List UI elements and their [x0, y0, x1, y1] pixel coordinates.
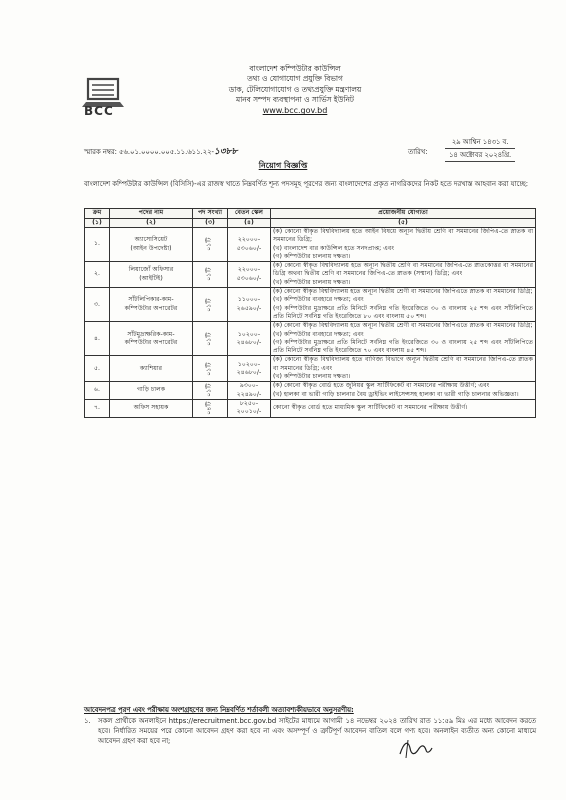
condition-text: সকল প্রার্থীকে অনলাইনে https://erecruitment.bcc.gov.bd সাইটের মাধ্যমে আগামী ১৪ নভেম্বর ২০২৪ তারিখ রাত ১১:৫৯ মিঃ এর মধ্যে আবেদন করতে হবে। নির্ধারিত সময়ের পরে কোনো আবেদন গ্রহণ করা হবে না এবং অসম্পূর্ণ ও ত্রুটিপূর্ণ আবেদন বাতিল বলে গণ্য হবে। অনলাইন ব্যতীত অন্য কোনো মাধ্যমে আবেদন গ্রহণ করা হবে না;	[98, 717, 536, 745]
post-line: (আইন উপদেষ্টা)	[130, 244, 172, 252]
letterhead	[180, 64, 410, 116]
cell-pay-scale	[228, 288, 271, 322]
req-line: (খ) কম্পিউটার চালনায় দক্ষতা।	[273, 373, 351, 381]
pay-line: ২২০০০-	[237, 236, 261, 244]
cell-post	[110, 356, 193, 382]
pay-line: ২২৪৯০/-	[236, 390, 262, 398]
cell-serial: ৬.	[85, 382, 110, 400]
quantity-text: ০১টি	[205, 384, 213, 398]
division-name: তথ্য ও যোগাযোগ প্রযুক্তি বিভাগ	[247, 74, 343, 84]
req-line: (খ) হালকা বা ভারী গাড়ি চালনার বৈধ ড্রাইভিং লাইসেন্সসহ হালকা বা ভারী গাড়ি চালনার অভিজ্ঞতা।	[273, 390, 519, 398]
pay-line: ২৬৫৯০/-	[236, 304, 262, 312]
date-block	[445, 136, 515, 162]
cell-qualification	[271, 322, 536, 356]
condition-item	[84, 716, 536, 746]
pay-line: ২০০১০/-	[236, 408, 262, 416]
req-line: (ক) কোনো স্বীকৃত বিশ্ববিদ্যালয় হতে আইন বিষয়ে অন্যূন দ্বিতীয় শ্রেণি বা সমমানের জিপিএ-তে স্নাতক বা সমমানের ডিগ্রি;	[273, 228, 533, 244]
cell-pay-scale	[228, 356, 271, 382]
cell-pay-scale	[228, 228, 271, 262]
cell-post	[110, 288, 193, 322]
cell-post	[110, 262, 193, 288]
quantity-text: ০১টি	[205, 298, 213, 312]
pay-line: ১০২০০-	[237, 330, 261, 338]
pay-line: ২২০০০-	[237, 266, 261, 274]
colnum-1: (১)	[85, 218, 110, 228]
header-pay-scale: বেতন স্কেল	[228, 209, 271, 219]
cell-pay-scale	[228, 322, 271, 356]
cell-pay-scale	[228, 262, 271, 288]
post-line: কম্পিউটার অপারেটর	[124, 304, 178, 312]
cell-quantity	[193, 288, 228, 322]
condition-number: ১.	[84, 717, 91, 725]
req-line: (ক) কোনো স্বীকৃত বিশ্ববিদ্যালয় হতে অন্যূন দ্বিতীয় শ্রেণী বা সমমানের জিপিএতে স্নাতক বা সমমানের ডিগ্রি;	[273, 288, 533, 296]
post-line: অ্যাসোসিয়েট	[134, 236, 168, 244]
cell-quantity	[193, 262, 228, 288]
cell-pay-scale	[228, 399, 271, 417]
quantity-text: ০১টি	[205, 268, 213, 282]
req-line: (গ) কম্পিউটার মুদ্রাক্ষরে প্রতি মিনিটে সর্বনিম্ন গতি ইংরেজিতে ৩০ ও বাংলায় ২৫ শব্দ এবং সাঁটলিপিতে প্রতি মিনিটে সর্বনিম্ন গতি ইংরেজিতে ৮০ এবং বাংলায় ৫০ শব্দ।	[273, 304, 533, 320]
ministry-name: ডাক, টেলিযোগাযোগ ও তথ্যপ্রযুক্তি মন্ত্রণালয়	[228, 84, 362, 94]
cell-quantity	[193, 382, 228, 400]
pay-line: ৫৩০৬০/-	[236, 244, 262, 252]
intro-paragraph: বাংলাদেশ কম্পিউটার কাউন্সিল (বিসিসি)-এর রাজস্ব খাতে নিম্নবর্ণিত শূন্য পদসমূহ পূরণের জন্য বাংলাদেশের প্রকৃত নাগরিকদের নিকট হতে দরখাস্ত আহবান করা যাচ্ছে:	[84, 180, 529, 188]
cell-post	[110, 399, 193, 417]
memo-handwritten-number: ১৩৮৮	[213, 147, 238, 157]
cell-qualification	[271, 382, 536, 400]
cell-quantity	[193, 399, 228, 417]
unit-name: মানব সম্পদ ব্যবস্থাপনা ও সার্ভিস ইউনিট	[236, 94, 354, 104]
cell-qualification	[271, 356, 536, 382]
cell-qualification	[271, 288, 536, 322]
post-line: সাঁটলিপিকার-কাম-	[128, 296, 174, 304]
notice-title	[0, 160, 566, 173]
table-row	[85, 228, 536, 262]
req-line: (ক) কোনো স্বীকৃত বিশ্ববিদ্যালয় হতে অন্যূন দ্বিতীয় শ্রেণি বা সমমানের জিপিএ-তে স্নাতকোত্তর বা সমমানের ডিগ্রি অথবা দ্বিতীয় শ্রেণি বা সমমানের জিপিএ-তে স্নাতক (সম্মান) ডিগ্রি; এবং	[273, 262, 533, 278]
notice-title-text: নিয়োগ বিজ্ঞপ্তি	[258, 161, 308, 170]
pay-line: ১০২০০-	[237, 360, 261, 368]
post-line: গাড়ি চালক	[136, 386, 166, 394]
pay-line: ৫৩০৬০/-	[236, 274, 262, 282]
conditions-heading: আবেদনপত্র পূরণ এবং পরীক্ষায় অংশগ্রহণের জন্য নিম্নবর্ণিত শর্তাবলী অত্যাবশ্যকীয়ভাবে অনুসরণীয়:	[84, 706, 354, 714]
pay-line: ২৪৬৮০/-	[236, 368, 262, 376]
req-line: (খ) কম্পিউটার ব্যবহারে দক্ষতা; এবং	[273, 330, 364, 338]
post-line: ক্যাশিয়ার	[139, 364, 163, 372]
date-label: তারিখ:	[408, 148, 428, 156]
cell-serial: ৩.	[85, 288, 110, 322]
table-number-row	[85, 218, 536, 228]
cell-pay-scale	[228, 382, 271, 400]
quantity-text: ০১টি	[205, 237, 213, 252]
table-row	[85, 262, 536, 288]
req-line: (ক) কোনো স্বীকৃত বিশ্ববিদ্যালয় হতে বাণিজ্য বিভাগে অন্যূন দ্বিতীয় শ্রেণি বা সমমানের জিপিএ-তে স্নাতক বা সমমানের ডিগ্রি; এবং	[273, 356, 533, 372]
cell-serial: ২.	[85, 262, 110, 288]
table-row	[85, 322, 536, 356]
colnum-4: (৪)	[228, 218, 271, 228]
req-line: (ক) কোনো স্বীকৃত বোর্ড হতে জুনিয়র স্কুল সার্টিফিকেট বা সমমানের পরীক্ষায় উত্তীর্ণ; এবং	[273, 382, 490, 390]
memo-reference	[84, 144, 237, 159]
post-line: লিয়াজোঁ অফিসার	[128, 266, 174, 274]
table-row	[85, 356, 536, 382]
cell-post	[110, 382, 193, 400]
date-english: ১৪ অক্টোবর ২০২৪খ্রি.	[445, 149, 515, 162]
quantity-text: ০১টি	[205, 332, 213, 346]
post-line: সাঁটমুদ্রাক্ষরিক-কাম-	[127, 330, 175, 338]
req-line: (খ) কম্পিউটার চালনায় দক্ষতা।	[273, 278, 351, 286]
req-line: (ক) কোনো স্বীকৃত বিশ্ববিদ্যালয় হতে অন্যূন দ্বিতীয় শ্রেণী বা সমমানের জিপিএতে স্নাতক বা সমমানের ডিগ্রি;	[273, 322, 533, 330]
cell-serial: ৭.	[85, 399, 110, 417]
table-row	[85, 288, 536, 322]
table-row	[85, 399, 536, 417]
post-line: কম্পিউটার অপারেটর	[124, 338, 178, 346]
cell-serial: ৫.	[85, 356, 110, 382]
table-header-row	[85, 209, 536, 219]
logo-text: BCC	[84, 104, 114, 118]
cell-quantity	[193, 356, 228, 382]
pay-line: ২৪৬৮০/-	[236, 338, 262, 346]
pay-line: ৯৩০০-	[239, 382, 259, 390]
req-line: কোনো স্বীকৃত বোর্ড হতে মাধ্যমিক স্কুল সার্টিফিকেট বা সমমানের পরীক্ষায় উত্তীর্ণ।	[273, 404, 468, 412]
cell-post	[110, 322, 193, 356]
date-bangla: ২৯ আশ্বিন ১৪৩১ ব.	[445, 136, 515, 149]
cell-quantity	[193, 228, 228, 262]
header-quantity: পদ সংখ্যা	[193, 209, 228, 219]
cell-serial: ৪.	[85, 322, 110, 356]
memo-label: স্মারক নম্বর: ৫৬.০১.০০০০.০০৫.১১.৬১১.২২-	[84, 148, 214, 156]
post-line: (আইটিই)	[139, 274, 163, 282]
cell-serial: ১.	[85, 228, 110, 262]
header-post: পদের নাম	[110, 209, 193, 219]
cell-quantity	[193, 322, 228, 356]
header-qualification: প্রয়োজনীয় যোগ্যতা	[271, 209, 536, 219]
quantity-text: ০৪টি	[205, 401, 213, 415]
header-serial: ক্রম	[85, 209, 110, 219]
org-name: বাংলাদেশ কম্পিউটার কাউন্সিল	[249, 64, 341, 73]
table-row	[85, 382, 536, 400]
cell-qualification	[271, 228, 536, 262]
pay-line: ১১০০০-	[237, 296, 261, 304]
quantity-text: ০১টি	[205, 362, 213, 376]
signature-icon	[396, 736, 434, 760]
colnum-3: (৩)	[193, 218, 228, 228]
colnum-5: (৫)	[271, 218, 536, 228]
cell-qualification	[271, 399, 536, 417]
pay-line: ৮২৫০-	[239, 399, 259, 407]
colnum-2: (২)	[110, 218, 193, 228]
website-link[interactable]: www.bcc.gov.bd	[262, 106, 328, 116]
cell-post	[110, 228, 193, 262]
cell-qualification	[271, 262, 536, 288]
req-line: (গ) কম্পিউটার চালনায় দক্ষতা।	[273, 252, 351, 260]
vacancy-table	[84, 208, 536, 418]
req-line: (খ) বাংলাদেশ বার কাউন্সিল হতে সনদপ্রাপ্ত; এবং	[273, 244, 395, 252]
post-line: অফিস সহায়ক	[133, 404, 169, 412]
req-line: (গ) কম্পিউটার মুদ্রাক্ষরে প্রতি মিনিটে সর্বনিম্ন গতি ইংরেজিতে ৩০ ও বাংলায় ২৫ শব্দ এবং সাঁটলিপিতে প্রতি মিনিটে সর্বনিম্ন গতি ইংরেজিতে ৭০ এবং বাংলায় ৪৫ শব্দ।	[273, 338, 533, 355]
req-line: (খ) কম্পিউটার ব্যবহারে দক্ষতা; এবং	[273, 296, 364, 304]
